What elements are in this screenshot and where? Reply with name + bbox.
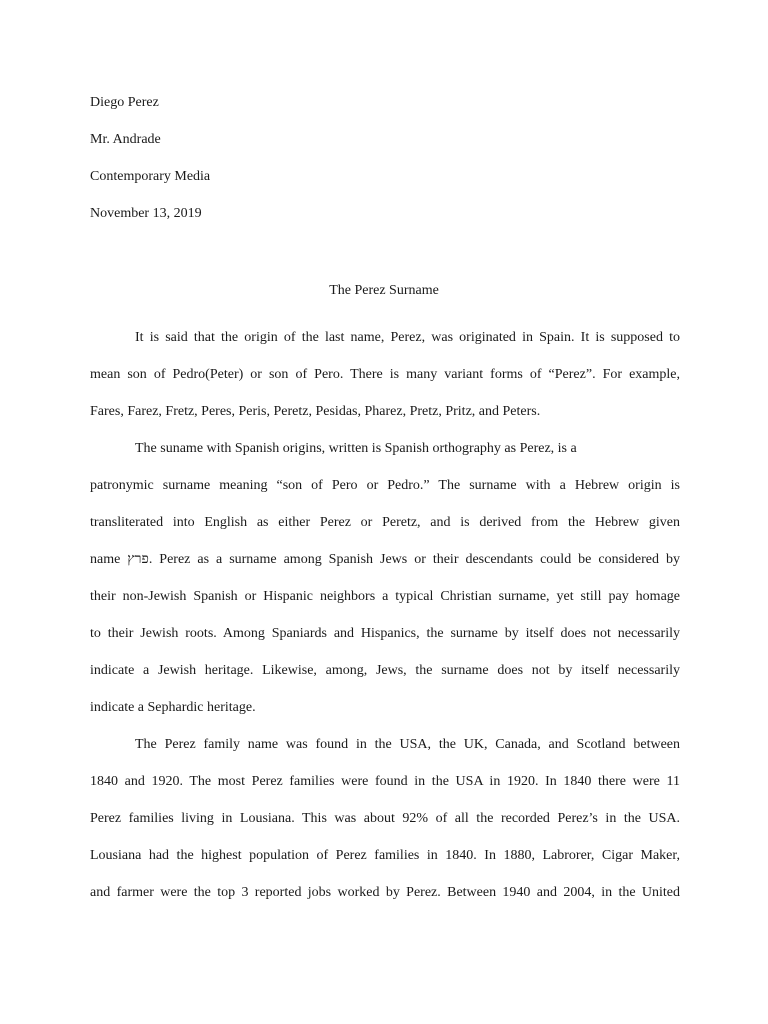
- text-line: mean son of Pedro(Peter) or son of Pero. There is many variant forms of “Perez”. For example,: [90, 367, 680, 382]
- text-line: indicate a Sephardic heritage.: [90, 700, 256, 715]
- text-line: and farmer were the top 3 reported jobs worked by Perez. Between 1940 and 2004, in the United: [90, 885, 680, 900]
- text-line: Perez families living in Lousiana. This was about 92% of all the recorded Perez’s in the USA.: [90, 811, 680, 826]
- text-line: to their Jewish roots. Among Spaniards and Hispanics, the surname by itself does not necessarily: [90, 626, 680, 641]
- text-line: The suname with Spanish origins, written is Spanish orthography as Perez, is a: [135, 441, 577, 456]
- text-line: indicate a Jewish heritage. Likewise, among, Jews, the surname does not by itself necessarily: [90, 663, 680, 678]
- instructor-name: Mr. Andrade: [90, 132, 161, 147]
- text-line: patronymic surname meaning “son of Pero or Pedro.” The surname with a Hebrew origin is: [90, 478, 680, 493]
- date: November 13, 2019: [90, 206, 202, 221]
- text-line: Fares, Farez, Fretz, Peres, Peris, Peretz, Pesidas, Pharez, Pretz, Pritz, and Peters.: [90, 404, 541, 419]
- mla-heading: [90, 92, 690, 240]
- text-line: Lousiana had the highest population of Perez families in 1840. In 1880, Labrorer, Cigar Maker,: [90, 848, 680, 863]
- course-name: Contemporary Media: [90, 169, 211, 184]
- essay-body: [90, 327, 680, 919]
- text-line: It is said that the origin of the last name, Perez, was originated in Spain. It is supposed to: [135, 330, 680, 345]
- text-line: 1840 and 1920. The most Perez families were found in the USA in 1920. In 1840 there were 11: [90, 774, 680, 789]
- text-line: The Perez family name was found in the USA, the UK, Canada, and Scotland between: [135, 737, 680, 752]
- text-line: transliterated into English as either Perez or Peretz, and is derived from the Hebrew given: [90, 515, 680, 530]
- essay-title: The Perez Surname: [329, 283, 439, 298]
- text-line: name פרץ. Perez as a surname among Spanish Jews or their descendants could be considered by: [90, 552, 680, 567]
- author-name: Diego Perez: [90, 95, 159, 110]
- text-line: their non-Jewish Spanish or Hispanic neighbors a typical Christian surname, yet still pay homage: [90, 589, 680, 604]
